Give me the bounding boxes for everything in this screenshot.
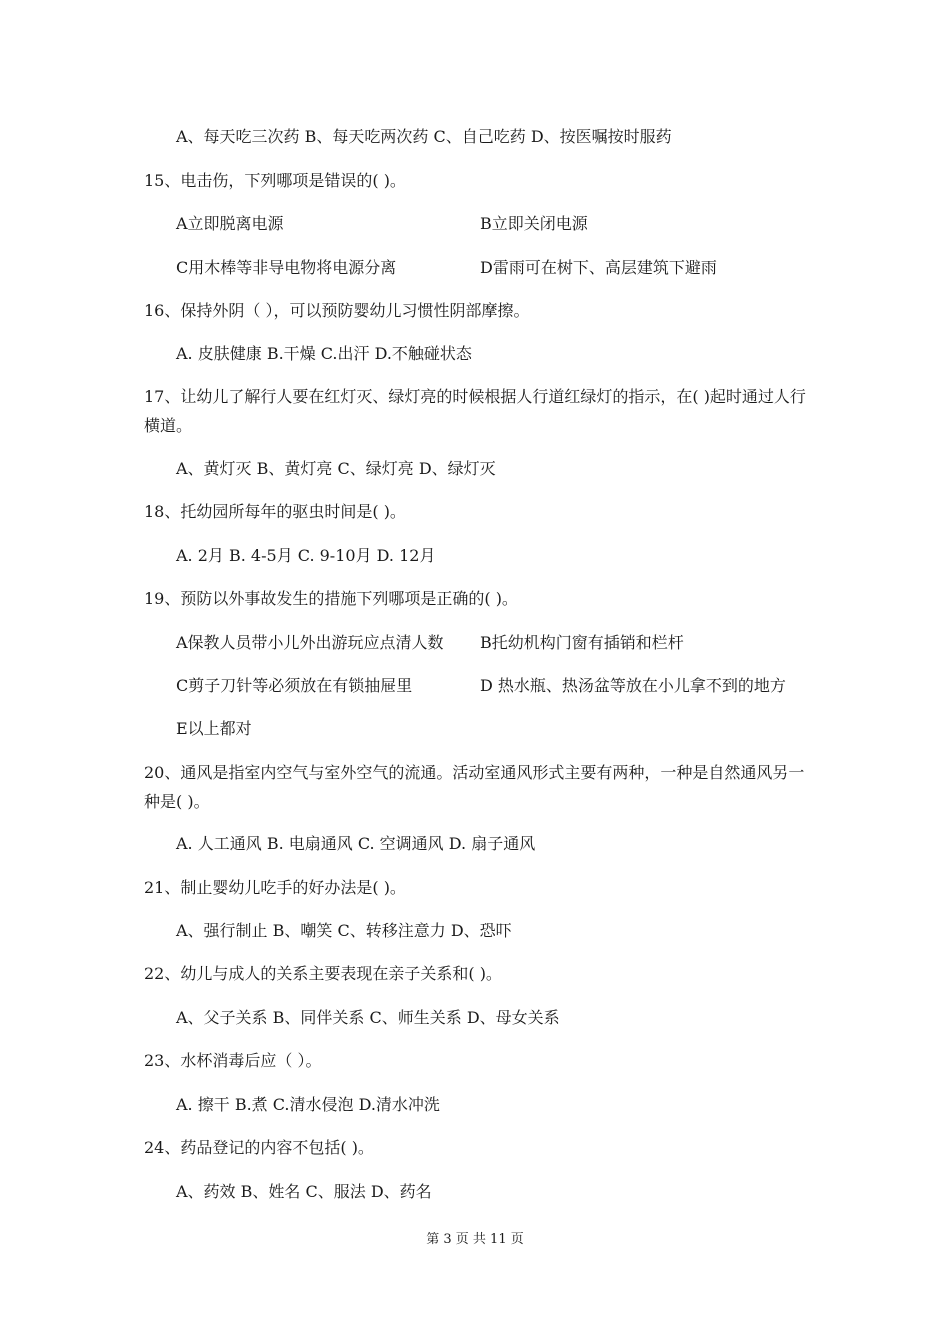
q24-options: A、药效 B、姓名 C、服法 D、药名 xyxy=(176,1182,432,1201)
q19-option-c: C剪子刀针等必须放在有锁抽屉里 xyxy=(176,676,413,695)
q15-option-a: A立即脱离电源 xyxy=(176,214,284,233)
q21-stem: 21、制止婴幼儿吃手的好办法是( )。 xyxy=(144,878,406,897)
q16-stem: 16、保持外阴（ ），可以预防婴幼儿习惯性阴部摩擦。 xyxy=(144,301,530,320)
q17-options: A、黄灯灭 B、黄灯亮 C、绿灯亮 D、绿灯灭 xyxy=(176,459,496,478)
q23-options: A. 擦干 B.煮 C.清水侵泡 D.清水冲洗 xyxy=(176,1095,440,1114)
q14-options: A、每天吃三次药 B、每天吃两次药 C、自己吃药 D、按医嘱按时服药 xyxy=(176,127,672,146)
q21-options: A、强行制止 B、嘲笑 C、转移注意力 D、恐吓 xyxy=(176,921,512,940)
q15-option-c: C用木棒等非导电物将电源分离 xyxy=(176,258,397,277)
q22-options: A、父子关系 B、同伴关系 C、师生关系 D、母女关系 xyxy=(176,1008,560,1027)
q19-stem: 19、预防以外事故发生的措施下列哪项是正确的( )。 xyxy=(144,589,518,608)
q20-options: A. 人工通风 B. 电扇通风 C. 空调通风 D. 扇子通风 xyxy=(176,834,536,853)
q17-stem: 17、让幼儿了解行人要在红灯灭、绿灯亮的时候根据人行道红绿灯的指示，在( )起时通过人行横道。 xyxy=(144,387,806,435)
q15-option-d: D雷雨可在树下、高层建筑下避雨 xyxy=(480,258,717,277)
q18-options: A. 2月 B. 4-5月 C. 9-10月 D. 12月 xyxy=(176,546,436,565)
q15-option-b: B立即关闭电源 xyxy=(480,214,588,233)
page-footer: 第 3 页 共 11 页 xyxy=(426,1232,524,1247)
q19-option-d: D 热水瓶、热汤盆等放在小儿拿不到的地方 xyxy=(480,676,786,695)
q22-stem: 22、幼儿与成人的关系主要表现在亲子关系和( )。 xyxy=(144,964,502,983)
q20-stem: 20、通风是指室内空气与室外空气的流通。活动室通风形式主要有两种，一种是自然通风另一种是( )。 xyxy=(144,763,805,811)
q19-option-e: E以上都对 xyxy=(176,719,252,738)
q16-options: A. 皮肤健康 B.干燥 C.出汗 D.不触碰状态 xyxy=(176,344,472,363)
q15-stem: 15、电击伤，下列哪项是错误的( )。 xyxy=(144,171,406,190)
q24-stem: 24、药品登记的内容不包括( )。 xyxy=(144,1138,374,1157)
q18-stem: 18、托幼园所每年的驱虫时间是( )。 xyxy=(144,502,406,521)
q19-option-a: A保教人员带小儿外出游玩应点清人数 xyxy=(176,633,444,652)
q19-option-b: B托幼机构门窗有插销和栏杆 xyxy=(480,633,684,652)
q23-stem: 23、水杯消毒后应（ ）。 xyxy=(144,1051,322,1070)
